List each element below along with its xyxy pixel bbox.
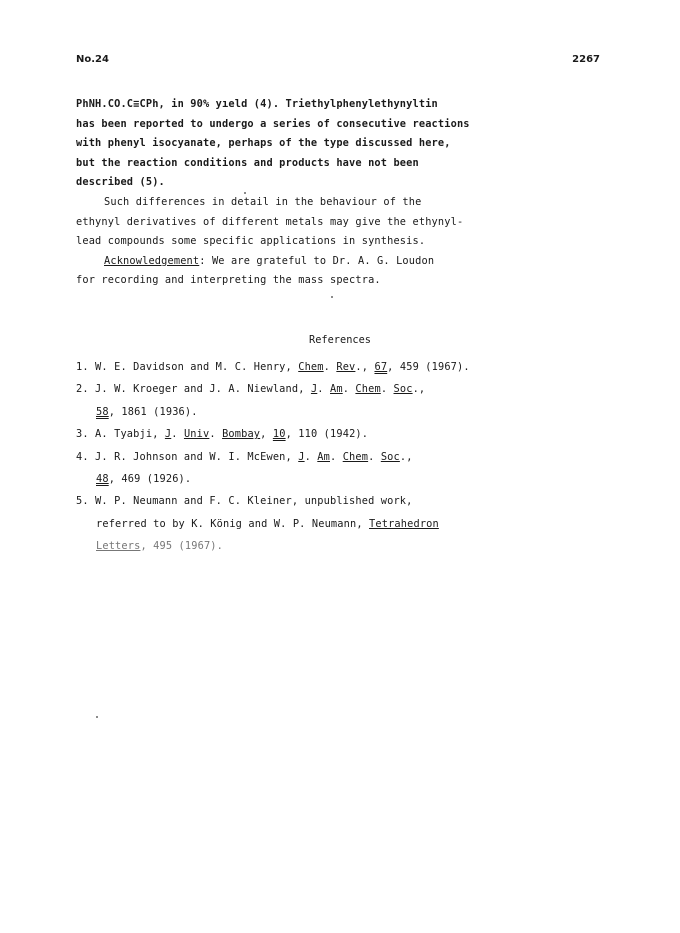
reference-4-sep-4: ., bbox=[399, 450, 413, 463]
reference-1-authors: 1. W. E. Davidson and M. C. Henry, bbox=[76, 361, 299, 373]
reference-5-journal-part-2: Letters bbox=[96, 540, 141, 553]
references-heading: References bbox=[309, 334, 371, 346]
reference-1-sep-2: ., bbox=[355, 361, 375, 373]
reference-4-journal-part-1: J bbox=[298, 450, 305, 463]
reference-4-journal-part-4: Soc bbox=[380, 450, 400, 463]
reference-3-journal-part-1: J bbox=[164, 428, 172, 441]
reference-3-sep-1: . bbox=[171, 428, 184, 441]
paragraph-1-line-4: but the reaction conditions and products have not been bbox=[76, 156, 419, 169]
reference-1-pages-year: , 459 (1967). bbox=[387, 361, 470, 373]
reference-1-volume: 67 bbox=[374, 361, 388, 373]
reference-1-journal-part-2: Rev bbox=[336, 361, 356, 373]
reference-2-volume: 58 bbox=[96, 405, 109, 418]
reference-2 bbox=[76, 378, 646, 400]
scan-speck bbox=[244, 192, 246, 194]
reference-1-journal-part-1: Chem bbox=[298, 361, 324, 373]
reference-5-citation-text: referred to by K. König and W. P. Neumann, bbox=[96, 517, 370, 530]
reference-2-sep-2: . bbox=[342, 383, 356, 396]
reference-3 bbox=[76, 423, 646, 445]
reference-2-sep-1: . bbox=[317, 383, 330, 396]
reference-5-pages-year: , 495 (1967). bbox=[140, 540, 223, 553]
reference-4-journal-part-3: Chem bbox=[342, 450, 369, 463]
reference-4-journal-part-2: Am bbox=[317, 450, 330, 463]
acknowledgement-text: : We are grateful to Dr. A. G. Loudon bbox=[199, 254, 435, 267]
reference-2-journal-part-2: Am bbox=[330, 383, 343, 396]
reference-3-sep-3: , bbox=[260, 428, 273, 441]
reference-4-sep-3: . bbox=[368, 450, 381, 463]
references-list bbox=[76, 356, 646, 558]
reference-2-continued bbox=[76, 401, 646, 423]
reference-4-volume: 48 bbox=[96, 472, 109, 485]
journal-issue-number: No.24 bbox=[76, 54, 109, 65]
reference-5-continued-1 bbox=[76, 513, 646, 535]
paragraph-1-line-3: with phenyl isocyanate, perhaps of the type discussed here, bbox=[76, 137, 451, 150]
paragraph-2-line-2: ethynyl derivatives of different metals may give the ethynyl- bbox=[76, 215, 464, 228]
reference-3-journal-part-3: Bombay bbox=[222, 428, 261, 441]
reference-3-pages-year: , 110 (1942). bbox=[285, 428, 369, 441]
scan-speck bbox=[331, 296, 333, 298]
reference-2-journal-part-4: Soc bbox=[393, 383, 413, 396]
reference-4-continued bbox=[76, 468, 646, 490]
reference-3-authors: 3. A. Tyabji, bbox=[76, 428, 165, 441]
paragraph-1-line-5: described (5). bbox=[76, 176, 165, 189]
reference-3-volume: 10 bbox=[272, 428, 286, 441]
scan-speck bbox=[96, 716, 98, 718]
reference-5-journal-part-1: Tetrahedron bbox=[369, 517, 439, 530]
reference-2-authors: 2. J. W. Kroeger and J. A. Niewland, bbox=[76, 383, 311, 396]
reference-2-journal-part-1: J bbox=[310, 383, 318, 396]
acknowledgement-line-1 bbox=[76, 252, 636, 272]
reference-3-journal-part-2: Univ bbox=[183, 428, 210, 441]
reference-2-journal-part-3: Chem bbox=[355, 383, 381, 396]
paragraph-1-line-2: has been reported to undergo a series of consecutive reactions bbox=[76, 117, 470, 130]
acknowledgement-line-2: for recording and interpreting the mass spectra. bbox=[76, 274, 381, 287]
reference-2-sep-4: ., bbox=[412, 383, 426, 396]
reference-5: 5. W. P. Neumann and F. C. Kleiner, unpublished work, bbox=[76, 495, 413, 508]
reference-4 bbox=[76, 446, 646, 468]
acknowledgement-label: Acknowledgement bbox=[104, 254, 200, 267]
paragraph-2-line-1: Such differences in detail in the behaviour of the bbox=[104, 195, 422, 208]
body-text bbox=[76, 95, 636, 291]
reference-4-pages-year: , 469 (1926). bbox=[108, 472, 192, 485]
reference-1 bbox=[76, 356, 646, 378]
reference-2-pages-year: , 1861 (1936). bbox=[108, 405, 198, 418]
paragraph-2-line-3: lead compounds some specific applications in synthesis. bbox=[76, 235, 426, 248]
reference-4-sep-2: . bbox=[330, 450, 343, 463]
reference-5-continued-2 bbox=[76, 535, 646, 557]
reference-3-sep-2: . bbox=[209, 428, 223, 441]
reference-4-sep-1: . bbox=[304, 450, 318, 463]
reference-4-authors: 4. J. R. Johnson and W. I. McEwen, bbox=[76, 450, 299, 463]
reference-1-sep-1: . bbox=[323, 361, 337, 373]
page-number: 2267 bbox=[572, 54, 600, 65]
reference-2-sep-3: . bbox=[380, 383, 394, 396]
paragraph-1-line-1: PhNH.CO.C≡CPh, in 90% yıeld (4). Triethylphenylethynyltin bbox=[76, 98, 438, 110]
